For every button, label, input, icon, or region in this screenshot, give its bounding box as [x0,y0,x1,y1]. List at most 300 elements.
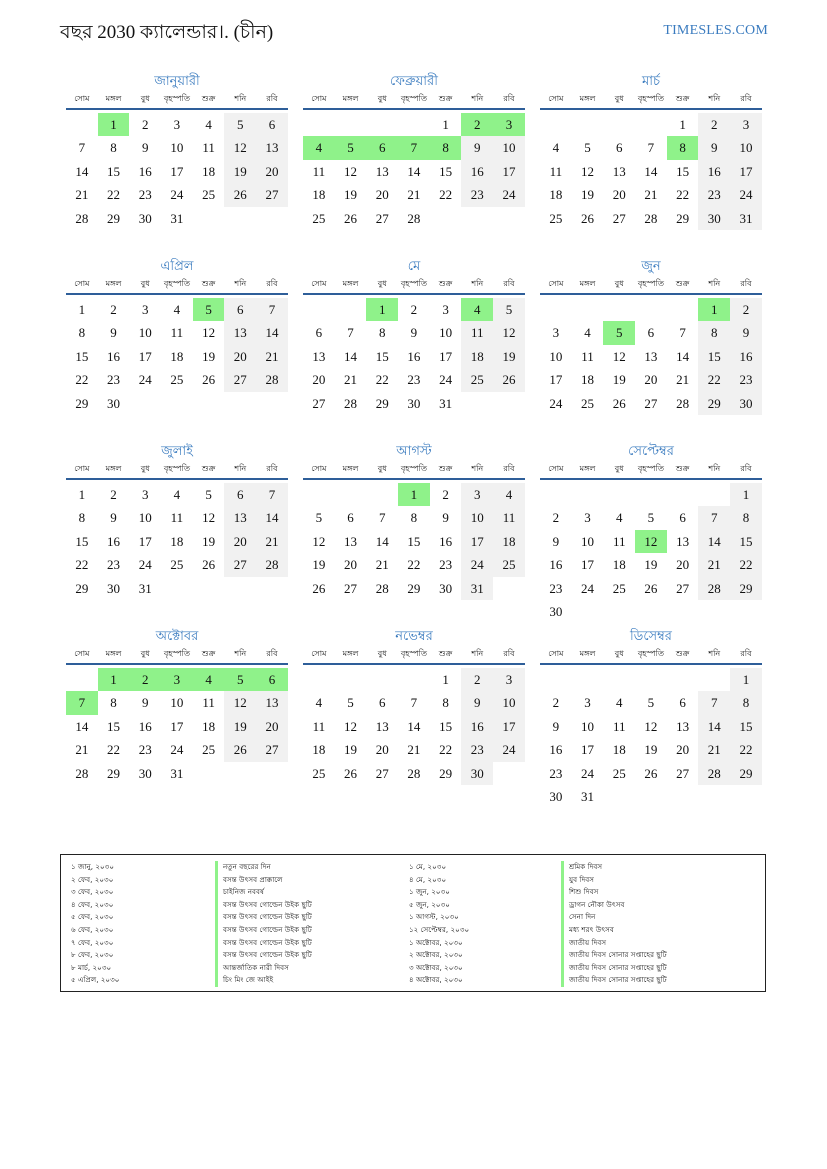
calendar-day: 26 [224,183,256,206]
calendar-day: 31 [170,765,184,781]
weekday-label: রবি [503,279,515,288]
calendar-day: 12 [612,348,626,364]
calendar-day: 28 [344,395,358,411]
calendar-day: 11 [170,510,184,526]
weekday-header [303,277,525,295]
calendar-day: 15 [375,348,389,364]
calendar-day: 23 [439,557,453,573]
holiday-name: বসন্ত উৎসব গোল্ডেন উইক ছুটি [215,911,312,924]
holiday-day: 4 [303,136,335,159]
calendar-day: 11 [312,163,326,179]
empty-day [335,298,367,321]
calendar-day: 15 [730,715,762,738]
holiday-name: শিশু দিবস [561,886,667,899]
weekday-label: বৃহস্পতি [400,464,427,473]
calendar-day: 6 [615,140,623,156]
weekday-label: শনি [708,94,721,103]
brand-link[interactable]: TIMESLES.COM [663,23,768,38]
weekday-label: সোম [548,94,564,103]
day-grid [540,298,762,415]
weekday-label: মঙ্গল [579,94,596,103]
holiday-date-column [409,861,469,987]
calendar-day: 26 [493,368,525,391]
weekday-label: বুধ [140,464,150,473]
weekday-label: মঙ্গল [105,649,122,658]
holiday-date: ১ আগস্ট, ২০৩০ [409,912,459,922]
empty-day [667,668,699,691]
holiday-name: জাতীয় দিবস [561,937,667,950]
calendar-day: 1 [78,302,86,317]
calendar-day: 26 [644,765,658,781]
calendar-day: 20 [224,530,256,553]
calendar-day: 7 [256,483,288,506]
holiday-day: 1 [98,113,130,136]
calendar-day: 16 [698,160,730,183]
holiday-name: আন্তর্জাতিক নারী দিবস [215,962,312,975]
holiday-name: বসন্ত উৎসব গোল্ডেন উইক ছুটি [215,899,312,912]
holiday-name: মধ্য শরৎ উৎসব [561,924,667,937]
calendar-day: 13 [676,718,690,734]
weekday-label: শনি [708,279,721,288]
empty-day [572,113,604,136]
weekday-label: বুধ [614,649,624,658]
calendar-day: 2 [461,668,493,691]
calendar-day: 24 [461,553,493,576]
calendar-day: 22 [375,372,389,388]
holiday-day: 5 [335,136,367,159]
calendar-day: 21 [698,738,730,761]
holiday-day: 2 [461,113,493,136]
calendar-day: 18 [612,742,626,758]
weekday-label: বৃহস্পতি [637,279,664,288]
calendar-day: 3 [141,487,149,502]
calendar-day: 7 [256,298,288,321]
calendar-day: 8 [110,695,117,711]
calendar-day: 19 [224,160,256,183]
calendar-day: 15 [439,718,453,734]
calendar-day: 23 [549,580,563,596]
holiday-date: ৩ অক্টোবর, ২০৩০ [409,962,463,972]
calendar-day: 25 [612,765,626,781]
calendar-day: 15 [107,163,121,179]
calendar-day: 20 [344,557,358,573]
month-name: সেপ্টেম্বর [628,443,674,458]
calendar-day: 10 [581,533,595,549]
day-grid [66,668,288,785]
empty-day [66,668,98,691]
weekday-label: শুক্র [201,279,216,288]
calendar-day: 4 [584,325,591,341]
calendar-day: 23 [407,372,421,388]
month-name: আগস্ট [396,443,432,458]
calendar-day: 29 [107,765,121,781]
calendar-day: 22 [730,553,762,576]
holiday-date: ৮ মার্চ, ২০৩০ [71,962,112,972]
calendar-day: 27 [256,738,288,761]
weekday-label: বুধ [614,94,624,103]
month-calendar [66,625,288,810]
calendar-day: 16 [730,345,762,368]
calendar-day: 16 [439,533,453,549]
holiday-name: ড্রাগন নৌকা উৎসব [561,899,667,912]
weekday-label: সোম [74,649,90,658]
calendar-day: 3 [584,695,591,711]
calendar-day: 20 [256,715,288,738]
holiday-day: 1 [98,668,130,691]
empty-day [398,113,430,136]
calendar-day: 14 [256,506,288,529]
holiday-name: সেনা দিন [561,911,667,924]
weekday-header [540,462,762,480]
calendar-day: 2 [110,487,117,502]
calendar-day: 21 [676,372,690,388]
calendar-day: 3 [730,113,762,136]
empty-day [667,298,699,321]
weekday-label: রবি [266,464,278,473]
holiday-date: ৩ ফেব, ২০৩০ [71,887,114,897]
calendar-day: 27 [676,580,690,596]
calendar-day: 10 [170,695,184,711]
weekday-label: মঙ্গল [105,94,122,103]
calendar-day: 18 [202,718,216,734]
calendar-day: 15 [407,533,421,549]
calendar-day: 29 [107,210,121,226]
empty-day [635,298,667,321]
calendar-day: 19 [644,557,658,573]
calendar-day: 7 [78,140,86,156]
weekday-label: বুধ [377,649,387,658]
weekday-header [66,647,288,665]
calendar-day: 24 [581,580,595,596]
calendar-day: 27 [312,395,326,411]
weekday-label: রবি [503,649,515,658]
calendar-day: 5 [493,298,525,321]
holiday-date: ৪ ফেব, ২০৩০ [71,899,114,909]
calendar-day: 16 [138,163,152,179]
holiday-day: 3 [493,113,525,136]
calendar-day: 2 [552,695,560,711]
weekday-label: সোম [311,279,327,288]
weekday-label: মঙ্গল [105,464,122,473]
weekday-label: রবি [266,279,278,288]
calendar-day: 25 [312,210,326,226]
calendar-day: 10 [581,718,595,734]
calendar-day: 1 [730,483,762,506]
holiday-day: 1 [698,298,730,321]
holiday-day: 2 [129,668,161,691]
calendar-day: 9 [461,136,493,159]
calendar-day: 29 [407,580,421,596]
weekday-label: রবি [266,649,278,658]
month-calendar [66,70,288,255]
calendar-day: 11 [581,348,594,364]
calendar-day: 12 [581,163,595,179]
weekday-label: বৃহস্পতি [637,649,664,658]
calendar-day: 28 [256,368,288,391]
calendar-day: 16 [138,718,152,734]
calendar-day: 10 [439,325,453,341]
day-grid [303,668,525,785]
weekday-label: সোম [74,279,90,288]
calendar-day: 8 [378,325,386,341]
holiday-name-column [215,861,312,987]
calendar-day: 29 [75,580,89,596]
weekday-label: শুক্র [438,279,453,288]
calendar-day: 26 [224,738,256,761]
calendar-day: 16 [107,533,121,549]
calendar-day: 16 [549,557,563,573]
calendar-day: 10 [138,510,152,526]
calendar-day: 19 [644,742,658,758]
calendar-day: 10 [138,325,152,341]
calendar-day: 13 [344,533,358,549]
calendar-day: 14 [375,533,389,549]
calendar-day: 30 [461,762,493,785]
calendar-day: 20 [256,160,288,183]
holiday-day: 1 [366,298,398,321]
day-grid [303,298,525,415]
calendar-day: 29 [730,577,762,600]
weekday-label: মঙ্গল [342,649,359,658]
calendar-day: 13 [256,136,288,159]
calendar-day: 26 [581,210,595,226]
calendar-day: 1 [730,668,762,691]
empty-day [335,483,367,506]
calendar-day: 26 [644,580,658,596]
calendar-day: 28 [676,395,690,411]
calendar-day: 20 [375,742,389,758]
calendar-day: 26 [344,210,358,226]
calendar-day: 24 [581,765,595,781]
weekday-label: বুধ [140,279,150,288]
calendar-day: 4 [315,695,323,711]
calendar-day: 20 [676,557,690,573]
calendar-day: 19 [581,187,595,203]
calendar-day: 11 [549,163,563,179]
empty-day [635,668,667,691]
calendar-day: 14 [344,348,358,364]
calendar-day: 23 [107,372,121,388]
calendar-day: 16 [461,715,493,738]
holiday-day: 7 [398,136,430,159]
calendar-day: 25 [170,557,184,573]
calendar-day: 15 [676,163,690,179]
holiday-date: ৪ অক্টোবর, ২০৩০ [409,975,463,985]
holiday-date: ৪ মে, ২০৩০ [409,874,447,884]
weekday-label: রবি [266,94,278,103]
calendar-day: 12 [202,325,216,341]
calendar-day: 13 [375,163,389,179]
calendar-day: 5 [647,510,655,526]
calendar-day: 6 [679,510,686,526]
calendar-day: 15 [75,348,89,364]
calendar-day: 29 [730,762,762,785]
weekday-label: বুধ [377,464,387,473]
calendar-day: 23 [138,742,152,758]
weekday-label: রবি [740,464,752,473]
weekday-header [66,462,288,480]
holiday-date-column [71,861,119,987]
empty-day [66,113,98,136]
calendar-day: 30 [730,392,762,415]
calendar-day: 24 [493,738,525,761]
holiday-date: ৮ ফেব, ২০৩০ [71,950,114,960]
weekday-label: শুক্র [438,464,453,473]
day-grid [303,483,525,600]
calendar-day: 2 [442,487,449,502]
empty-day [635,483,667,506]
empty-day [603,298,635,321]
calendar-day: 24 [170,742,184,758]
weekday-header [303,647,525,665]
weekday-label: শনি [708,649,721,658]
weekday-header [303,462,525,480]
calendar-day: 3 [461,483,493,506]
calendar-day: 30 [107,580,121,596]
calendar-day: 5 [647,695,655,711]
holiday-date: ৫ ফেব, ২০৩০ [71,912,114,922]
holiday-day: 12 [635,530,667,553]
calendar-day: 4 [173,302,181,317]
empty-day [398,668,430,691]
calendar-day: 24 [730,183,762,206]
weekday-label: শনি [471,94,484,103]
month-name: জুলাই [161,443,193,458]
calendar-day: 29 [698,392,730,415]
calendar-day: 17 [138,348,152,364]
calendar-day: 23 [549,765,563,781]
calendar-day: 4 [615,510,623,526]
calendar-day: 23 [730,368,762,391]
calendar-day: 6 [224,483,256,506]
calendar-day: 9 [141,695,149,711]
empty-day [303,113,335,136]
calendar-day: 27 [644,395,658,411]
calendar-day: 12 [493,321,525,344]
calendar-day: 14 [676,348,690,364]
empty-day [540,113,572,136]
calendar-day: 17 [138,533,152,549]
calendar-day: 8 [442,695,449,711]
calendar-day: 6 [315,325,323,341]
month-calendar [540,440,762,625]
calendar-day: 1 [679,117,686,132]
empty-day [603,668,635,691]
month-name: এপ্রিল [160,258,194,273]
calendar-day: 11 [612,718,626,734]
calendar-day: 6 [256,113,288,136]
month-calendar [303,70,525,255]
calendar-day: 25 [202,742,216,758]
calendar-day: 18 [170,348,184,364]
calendar-day: 12 [312,533,326,549]
calendar-day: 15 [730,530,762,553]
day-grid [540,113,762,230]
weekday-header [540,92,762,110]
calendar-day: 17 [439,348,453,364]
holiday-name: জাতীয় দিবস সোনার সপ্তাহের ছুটি [561,949,667,962]
weekday-header [540,647,762,665]
calendar-day: 11 [202,140,215,156]
calendar-day: 19 [202,533,216,549]
calendar-day: 31 [581,788,595,804]
calendar-day: 6 [679,695,686,711]
calendar-day: 24 [138,557,152,573]
calendar-day: 18 [312,742,326,758]
calendar-day: 21 [256,530,288,553]
calendar-day: 25 [612,580,626,596]
calendar-day: 2 [410,302,418,317]
weekday-label: শুক্র [675,464,690,473]
weekday-label: শনি [471,464,484,473]
calendar-day: 25 [461,368,493,391]
weekday-header [540,277,762,295]
calendar-day: 24 [170,187,184,203]
calendar-day: 19 [344,187,358,203]
weekday-label: সোম [311,94,327,103]
calendar-day: 12 [344,163,358,179]
calendar-day: 21 [698,553,730,576]
calendar-day: 4 [615,695,623,711]
calendar-day: 27 [224,368,256,391]
weekday-label: বৃহস্পতি [637,94,664,103]
calendar-day: 18 [549,187,563,203]
weekday-label: মঙ্গল [579,464,596,473]
empty-day [603,113,635,136]
calendar-day: 9 [698,136,730,159]
holiday-name: জাতীয় দিবস সোনার সপ্তাহের ছুটি [561,962,667,975]
weekday-label: বৃহস্পতি [163,649,190,658]
holiday-date: ৫ জুন, ২০৩০ [409,899,450,909]
empty-day [335,113,367,136]
holiday-day: 6 [366,136,398,159]
holiday-day: 6 [256,668,288,691]
weekday-label: বৃহস্পতি [163,279,190,288]
calendar-day: 17 [170,718,184,734]
calendar-day: 6 [224,298,256,321]
weekday-label: সোম [74,94,90,103]
weekday-label: রবি [503,94,515,103]
calendar-day: 31 [170,210,184,226]
calendar-day: 18 [312,187,326,203]
calendar-day: 26 [202,372,216,388]
weekday-label: সোম [548,279,564,288]
calendar-day: 7 [679,325,686,341]
weekday-label: রবি [740,94,752,103]
weekday-label: মঙ্গল [342,279,359,288]
calendar-day: 17 [581,557,595,573]
day-grid [540,668,762,808]
calendar-day: 11 [170,325,184,341]
calendar-day: 15 [698,345,730,368]
calendar-day: 28 [375,580,389,596]
calendar-day: 28 [256,553,288,576]
calendar-day: 30 [549,603,563,619]
calendar-day: 7 [698,506,730,529]
calendar-day: 14 [407,718,421,734]
calendar-day: 10 [730,136,762,159]
calendar-day: 11 [461,321,493,344]
calendar-day: 12 [644,718,658,734]
calendar-day: 10 [170,140,184,156]
calendar-day: 5 [347,695,354,711]
calendar-day: 29 [439,765,453,781]
calendar-day: 17 [549,372,563,388]
holiday-name-column [561,861,667,987]
calendar-day: 9 [410,325,418,341]
calendar-day: 8 [78,510,86,526]
holiday-day: 5 [603,321,635,344]
